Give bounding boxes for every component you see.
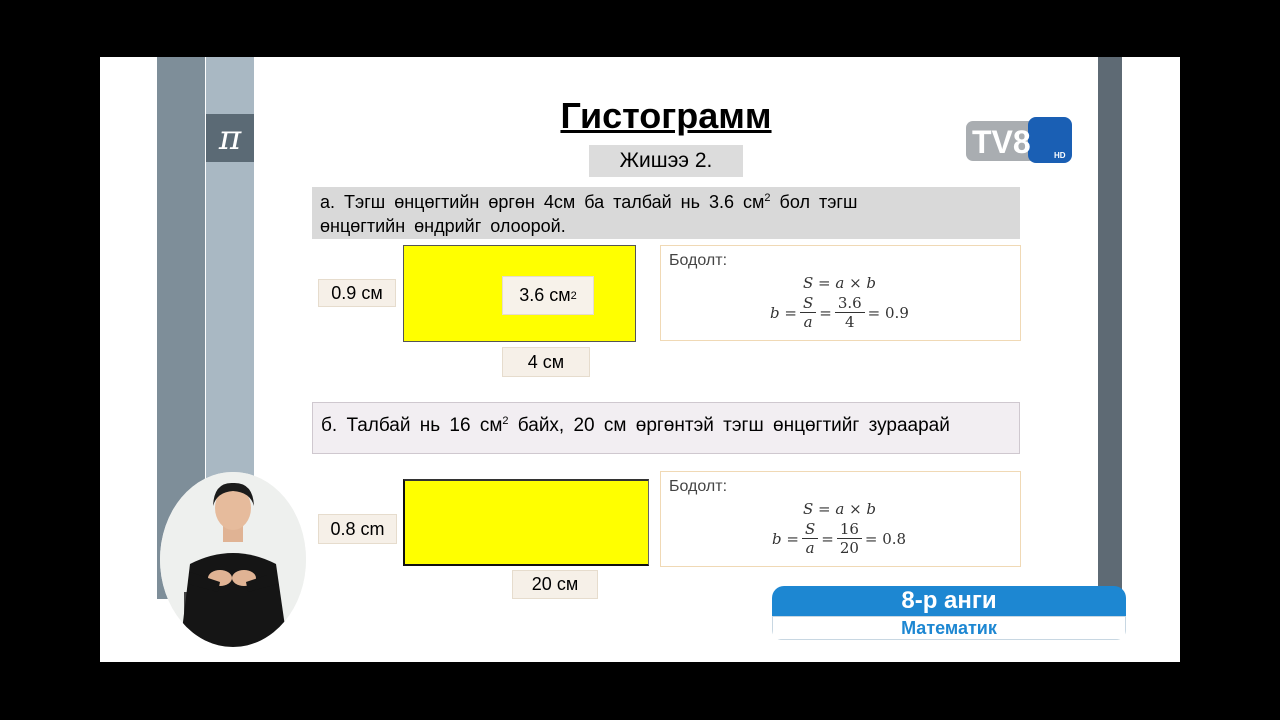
solution-b-line1: S = a × b [803,500,877,518]
task-a-text-line2: өнцөгтийн өндрийг олоорой. [320,216,566,236]
logo-hd-text: HD [1054,151,1066,160]
task-b-sup: 2 [502,415,509,427]
task-b-text-after: байх, 20 см өргөнтэй тэгш өнцөгтийг зураарай [508,415,950,436]
grade-label: 8-р анги [772,586,1126,616]
frac2-num: 3.6 [835,294,865,313]
solution-b-frac1 [802,520,818,557]
solution-a-box [660,245,1021,341]
height-label-a: 0.9 см [318,279,396,307]
interpreter-figure [160,472,306,647]
solution-b-bvar: b = [772,529,799,548]
solution-a-line2: b = $\frac{S}{a}$ = $\frac{3.6}{4}$ = 0.9 [770,294,909,331]
solution-b-box [660,471,1021,567]
right-decor-bar [1098,57,1122,599]
solution-b-line2: b = $\frac{S}{a}$ = $\frac{16}{20}$ = 0.8 [772,520,907,557]
frac1-den: a [803,313,813,331]
solution-a-frac1 [800,294,816,331]
task-a-text: а. Тэгш өнцөгтийн өргөн 4см ба талбай нь 3.6 см [320,192,765,212]
frac2-den: 4 [844,313,855,331]
solution-a-line1: S = a × b [803,274,877,292]
slide-title: Гистограмм [560,95,772,136]
example-label: Жишээ 2. [589,145,743,177]
solution-a-label: Бодолт: [669,252,728,269]
height-label-b: 0.8 cm [318,514,397,544]
solution-b-frac2 [837,520,862,557]
sign-interpreter-video [160,472,306,647]
subject-label: Математик [772,616,1126,640]
grade-subject-badge [772,586,1126,640]
logo-tv-text: TV8 [972,124,1031,160]
area-label-a-text: 3.6 см [519,285,571,305]
tv8-logo [966,117,1072,165]
frac1-num: S [802,520,818,539]
slide-frame [100,57,1180,662]
frac2-den: 20 [839,539,859,557]
pi-icon [206,114,254,162]
solution-a-bvar: b = [770,303,797,322]
frac2-num: 16 [837,520,862,539]
solution-a-frac2 [835,294,865,331]
area-label-a: 3.6 см 2 [502,276,594,315]
pi-symbol: π [218,118,242,158]
width-label-b: 20 см [512,570,598,599]
task-b-box [312,402,1020,454]
task-a-text-after: бол тэгш [770,192,858,212]
solution-b-result: = 0.8 [864,529,907,548]
rectangle-b [403,479,649,566]
task-a-sup: 2 [764,192,771,204]
solution-b-label: Бодолт: [669,478,728,495]
width-label-a: 4 см [502,347,590,377]
task-a-box [312,187,1020,239]
task-b-text: б. Талбай нь 16 см [321,415,503,436]
solution-a-result: = 0.9 [867,303,909,322]
frac1-den: a [805,539,815,557]
frac1-num: S [800,294,816,313]
